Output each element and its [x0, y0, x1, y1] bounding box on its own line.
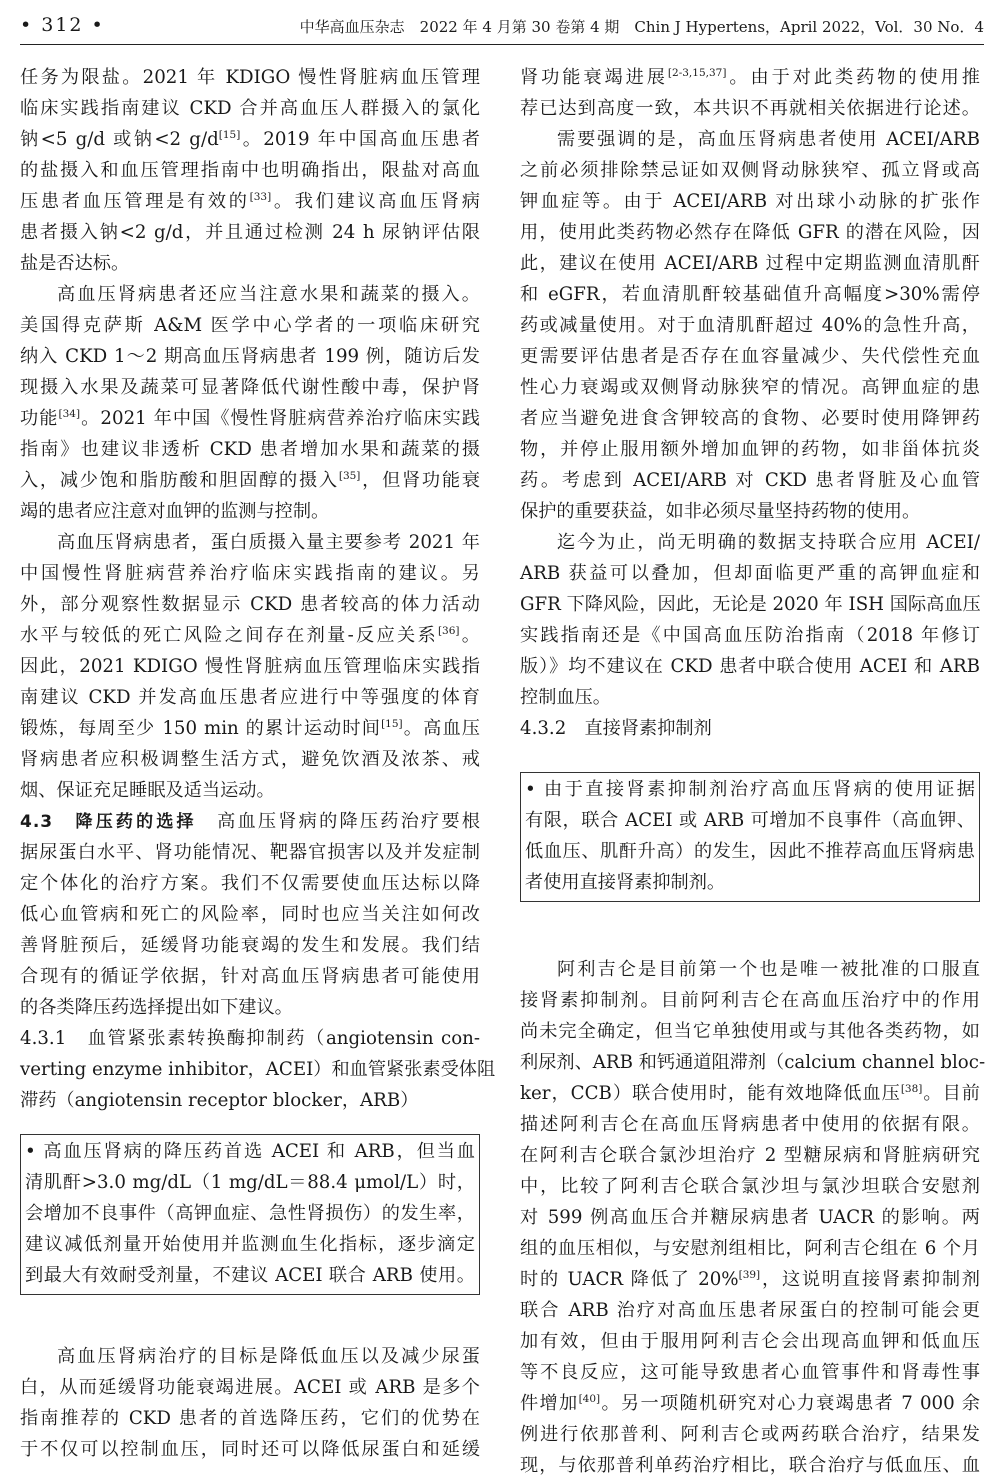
text-line: 中，比较了阿利吉仑联合氯沙坦与氯沙坦联合安慰剂 [520, 1176, 980, 1197]
heading-4-3-2: 4.3.2 直接肾素抑制剂 [520, 718, 712, 739]
para-combo [520, 527, 980, 713]
text-line: 中国慢性肾脏病营养治疗临床实践指南的建议。另 [20, 563, 480, 584]
text-line: 4.3.1 血管紧张素转换酶抑制药（angiotensin con- [20, 1028, 480, 1049]
para-fruit [20, 279, 480, 527]
text-line: 有限，联合 ACEI 或 ARB 可增加不良事件（高血钾、 [525, 810, 975, 831]
citation-ref: [15] [381, 717, 403, 730]
text-segment: 。我们建议高血压肾病 [271, 191, 480, 212]
text-segment: 水平与较低的死亡风险之间存在剂量-反应关系 [20, 625, 438, 646]
text-line: 指南推荐的 CKD 患者的首选降压药，它们的优势在 [20, 1408, 480, 1429]
text-line: 物，并停止服用额外增加血钾的药物，如非甾体抗炎 [520, 439, 980, 460]
text-line [520, 62, 980, 93]
text-line: 用，使用此类药物必然存在降低 GFR 的潜在风险，因 [520, 222, 980, 243]
para-continued [520, 62, 980, 124]
text-line: 对 599 例高血压合并糖尿病患者 UACR 的影响。两 [520, 1207, 980, 1228]
left-column [20, 62, 496, 1465]
text-line: GFR 下降风险，因此，无论是 2020 年 ISH 国际高血压 [520, 594, 981, 615]
text-line: 的盐摄入和血压管理指南中也明确指出，限盐对高血 [20, 160, 480, 181]
text-line: 合现有的循证学依据，针对高血压肾病患者可能使用 [20, 966, 480, 987]
text-line [20, 186, 480, 217]
text-line: 此，建议在使用 ACEI/ARB 过程中定期监测血清肌酐 [520, 253, 980, 274]
text-line: 的各类降压药选择提出如下建议。 [20, 997, 293, 1018]
text-line: 联合 ARB 治疗对高血压患者尿蛋白的控制可能会更 [520, 1300, 980, 1321]
text-line: 竭的患者应注意对血钾的监测与控制。 [20, 501, 330, 522]
text-segment: 。高血压 [402, 718, 480, 739]
para-protein [20, 527, 480, 806]
text-line [20, 713, 480, 744]
text-line: 据尿蛋白水平、肾功能情况、靶器官损害以及并发症制 [20, 842, 480, 863]
citation-ref: [38] [900, 1082, 923, 1095]
text-segment: 入，减少饱和脂肪酸和胆固醇的摄入 [20, 470, 339, 491]
text-line: 者应当避免进食含钾较高的食物、必要时使用降钾药 [520, 408, 980, 429]
text-segment: ，但肾功能衰 [360, 470, 480, 491]
text-line: 建议减低剂量开始使用并监测血生化指标，逐步滴定 [25, 1234, 475, 1255]
section-4-3-first-text: 高血压肾病的降压药治疗要根 [196, 811, 480, 832]
text-line: 低血压、肌酐升高）的发生，因此不推荐高血压肾病患 [525, 841, 975, 862]
text-line: 版）》均不建议在 CKD 患者中联合使用 ACEI 和 ARB [520, 656, 980, 677]
text-line: 需要强调的是，高血压肾病患者使用 ACEI/ARB [557, 129, 980, 150]
box-acei-text [25, 1136, 475, 1291]
citation-ref: [40] [578, 1392, 601, 1405]
text-line: 患者摄入钠<2 g/d，并且通过检测 24 h 尿钠评估限 [20, 222, 480, 243]
section-4-3-line [20, 806, 480, 837]
citation-ref: [33] [249, 190, 272, 203]
text-line: 钾血症等。由于 ACEI/ARB 对出球小动脉的扩张作 [520, 191, 980, 212]
text-line: 描述阿利吉仑在高血压肾病患者中使用的依据有限。 [520, 1114, 980, 1135]
para-exclude [520, 124, 980, 527]
text-segment: 。2021 年中国《慢性肾脏病营养治疗临床实践 [80, 408, 480, 429]
section-4-3-heading: 4.3 降压药的选择 [20, 812, 197, 832]
text-line: 高血压肾病治疗的目标是降低血压以及减少尿蛋 [57, 1346, 480, 1367]
text-line: 尚未完全确定，但当它单独使用或与其他各类药物，如 [520, 1021, 980, 1042]
text-line: 性心力衰竭或双侧肾动脉狭窄的情况。高钾血症的患 [520, 377, 980, 398]
text-line: 现，与依那普利单药治疗相比，联合治疗与低血压、血 [520, 1455, 980, 1476]
box-renin-text [525, 774, 975, 898]
journal-header: 中华高血压杂志 2022 年 4 月第 30 卷第 4 期 Chin J Hypertens，April 2022，Vol．30 No．4 [299, 18, 984, 36]
text-segment: 钠<5 g/d 或钠<2 g/d [20, 129, 219, 150]
para-target [20, 1341, 480, 1465]
text-line: 在阿利吉仑联合氯沙坦治疗 2 型糖尿病和肾脏病研究 [520, 1145, 980, 1166]
citation-ref: [15] [218, 128, 241, 141]
text-line: 荐已达到高度一致，本共识不再就相关依据进行论述。 [520, 98, 980, 119]
text-segment: 锻炼，每周至少 150 min 的累计运动时间 [20, 718, 382, 739]
text-line: 会增加不良事件（高钾血症、急性肾损伤）的发生率， [25, 1203, 475, 1224]
recommendation-box-renin [520, 772, 980, 902]
text-line: 烟、保证充足睡眠及适当运动。 [20, 780, 275, 801]
text-segment: 。 [459, 625, 480, 646]
text-line: 盐是否达标。 [20, 253, 130, 274]
text-segment: 时的 UACR 降低了 20% [520, 1269, 739, 1290]
text-line: 于不仅可以控制血压，同时还可以降低尿蛋白和延缓 [20, 1439, 480, 1460]
para-sec43 [20, 837, 480, 1023]
text-line: 肾病患者应积极调整生活方式，避免饮酒及浓茶、戒 [20, 749, 480, 770]
text-line: 者使用直接肾素抑制剂。 [525, 872, 726, 893]
text-line: • 高血压肾病的降压药首选 ACEI 和 ARB，但当血 [25, 1141, 475, 1162]
text-line: 更需要评估患者是否存在血容量减少、失代偿性充血 [520, 346, 980, 367]
text-line [20, 620, 480, 651]
text-segment: 。另一项随机研究对心力衰竭患者 7 000 余 [600, 1393, 980, 1414]
text-line: 控制血压。 [520, 687, 611, 708]
text-line: 低心血管病和死亡的风险率，同时也应当关注如何改 [20, 904, 480, 925]
text-line: 南建议 CKD 并发高血压患者应进行中等强度的体育 [20, 687, 480, 708]
text-segment: 。由于对此类药物的使用推 [726, 67, 980, 88]
text-line: 阿利吉仑是目前第一个也是唯一被批准的口服直 [557, 959, 980, 980]
text-line: • 由于直接肾素抑制剂治疗高血压肾病的使用证据 [525, 779, 975, 800]
text-line: 美国得克萨斯 A&M 医学中心学者的一项临床研究 [20, 315, 480, 336]
text-line: 善肾脏预后，延缓肾功能衰竭的发生和发展。我们结 [20, 935, 480, 956]
text-line: 之前必须排除禁忌证如双侧肾动脉狭窄、孤立肾或高 [520, 160, 980, 181]
text-line: 保护的重要获益，如非必须尽量坚持药物的使用。 [520, 501, 921, 522]
text-line: 和 eGFR，若血清肌酐较基础值升高幅度>30%需停 [520, 284, 980, 305]
text-segment: 件增加 [520, 1393, 579, 1414]
text-line: 白，从而延缓肾功能衰竭进展。ACEI 或 ARB 是多个 [20, 1377, 480, 1398]
text-line [520, 1388, 980, 1419]
text-line: 到最大有效耐受剂量，不建议 ACEI 联合 ARB 使用。 [25, 1265, 475, 1286]
text-line: 加有效，但由于服用阿利吉仑会出现高血钾和低血压 [520, 1331, 980, 1352]
text-line: 临床实践指南建议 CKD 合并高血压人群摄入的氯化 [20, 98, 480, 119]
text-line: 接肾素抑制剂。目前阿利吉仑在高血压治疗中的作用 [520, 990, 980, 1011]
heading-4-3-1 [20, 1023, 496, 1116]
citation-ref: [34] [58, 407, 81, 420]
page-number: • 312 • [20, 14, 105, 36]
text-line: 药。考虑到 ACEI/ARB 对 CKD 患者肾脏及心血管 [520, 470, 980, 491]
recommendation-box-acei [20, 1134, 480, 1295]
text-line: verting enzyme inhibitor，ACEI）和血管紧张素受体阻 [20, 1059, 496, 1080]
para-aliskiren [520, 954, 986, 1481]
text-line [20, 465, 480, 496]
text-segment: 。目前 [922, 1083, 980, 1104]
text-segment: 功能 [20, 408, 59, 429]
text-segment: ker，CCB）联合使用时，能有效地降低血压 [520, 1083, 901, 1104]
text-line: 清肌酐>3.0 mg/dL（1 mg/dL＝88.4 μmol/L）时， [25, 1172, 475, 1193]
text-line: 现摄入水果及蔬菜可显著降低代谢性酸中毒，保护肾 [20, 377, 480, 398]
text-line: 药或减量使用。对于血清肌酐超过 40%的急性升高， [520, 315, 980, 336]
text-line: 高血压肾病患者还应当注意水果和蔬菜的摄入。 [57, 284, 480, 305]
citation-ref: [36] [437, 624, 460, 637]
citation-ref: [39] [738, 1268, 761, 1281]
text-line [20, 403, 480, 434]
citation-ref: [35] [338, 469, 361, 482]
text-line: 利尿剂、ARB 和钙通道阻滞剂（calcium channel bloc- [520, 1052, 986, 1073]
text-line: 例进行依那普利、阿利吉仑或两药联合治疗，结果发 [520, 1424, 980, 1445]
text-line: 纳入 CKD 1～2 期高血压肾病患者 199 例，随访后发 [20, 346, 480, 367]
text-segment: 。2019 年中国高血压患者 [240, 129, 480, 150]
text-line: 迄今为止，尚无明确的数据支持联合应用 ACEI/ [557, 532, 980, 553]
header-rule [20, 44, 984, 45]
text-line: ARB 获益可以叠加，但却面临更严重的高钾血症和 [520, 563, 980, 584]
citation-ref: [2-3,15,37] [667, 66, 727, 79]
text-line: 等不良反应，这可能导致患者心血管事件和肾毒性事 [520, 1362, 980, 1383]
text-line [520, 1078, 980, 1109]
para-salt [20, 62, 480, 279]
text-line [20, 124, 480, 155]
text-line [520, 1264, 980, 1295]
text-segment: 压患者血压管理是有效的 [20, 191, 250, 212]
text-line: 高血压肾病患者，蛋白质摄入量主要参考 2021 年 [57, 532, 480, 553]
right-column [520, 62, 986, 1481]
text-line: 因此，2021 KDIGO 慢性肾脏病血压管理临床实践指 [20, 656, 480, 677]
text-line: 实践指南还是《中国高血压防治指南（2018 年修订 [520, 625, 980, 646]
text-line: 任务为限盐。2021 年 KDIGO 慢性肾脏病血压管理 [20, 67, 480, 88]
text-segment: 肾功能衰竭进展 [520, 67, 668, 88]
text-line: 定个体化的治疗方案。我们不仅需要使血压达标以降 [20, 873, 480, 894]
text-line: 外，部分观察性数据显示 CKD 患者较高的体力活动 [20, 594, 480, 615]
text-segment: ，这说明直接肾素抑制剂 [760, 1269, 980, 1290]
text-line: 滞药（angiotensin receptor blocker，ARB） [20, 1090, 419, 1111]
text-line: 组的血压相似，与安慰剂组相比，阿利吉仑组在 6 个月 [520, 1238, 980, 1259]
text-line: 指南》也建议非透析 CKD 患者增加水果和蔬菜的摄 [20, 439, 480, 460]
